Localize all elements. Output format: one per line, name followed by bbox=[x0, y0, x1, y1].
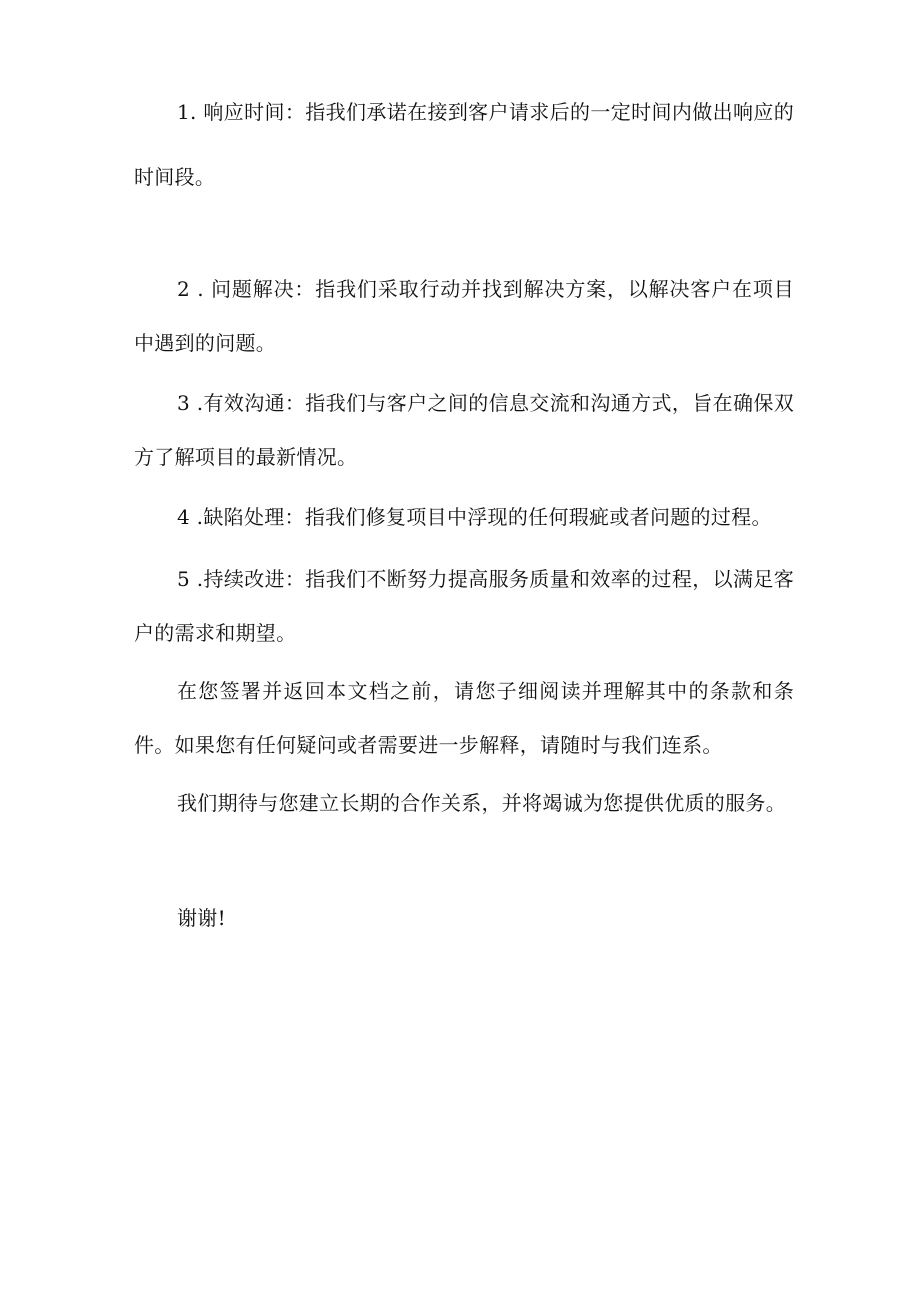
paragraph-problem-solving: 2 . 问题解决：指我们采取行动并找到解决方案，以解决客户在项目中遇到的问题。 bbox=[134, 277, 794, 355]
paragraph-effective-communication: 3 .有效沟通：指我们与客户之间的信息交流和沟通方式，旨在确保双方了解项目的最新情况。 bbox=[134, 391, 794, 469]
paragraph-response-time: 1. 响应时间：指我们承诺在接到客户请求后的一定时间内做出响应的时间段。 bbox=[134, 100, 794, 189]
paragraph-review-notice: 在您签署并返回本文档之前，请您子细阅读并理解其中的条款和条件。如果您有任何疑问或者需要进一步解释，请随时与我们连系。 bbox=[134, 679, 794, 757]
paragraph-cooperation: 我们期待与您建立长期的合作关系，并将竭诚为您提供优质的服务。 bbox=[177, 791, 786, 815]
paragraph-continuous-improvement: 5 .持续改进：指我们不断努力提高服务质量和效率的过程，以满足客户的需求和期望。 bbox=[134, 567, 794, 645]
paragraph-defect-handling: 4 .缺陷处理：指我们修复项目中浮现的任何瑕疵或者问题的过程。 bbox=[177, 505, 772, 529]
paragraph-thanks: 谢谢! bbox=[177, 906, 226, 930]
